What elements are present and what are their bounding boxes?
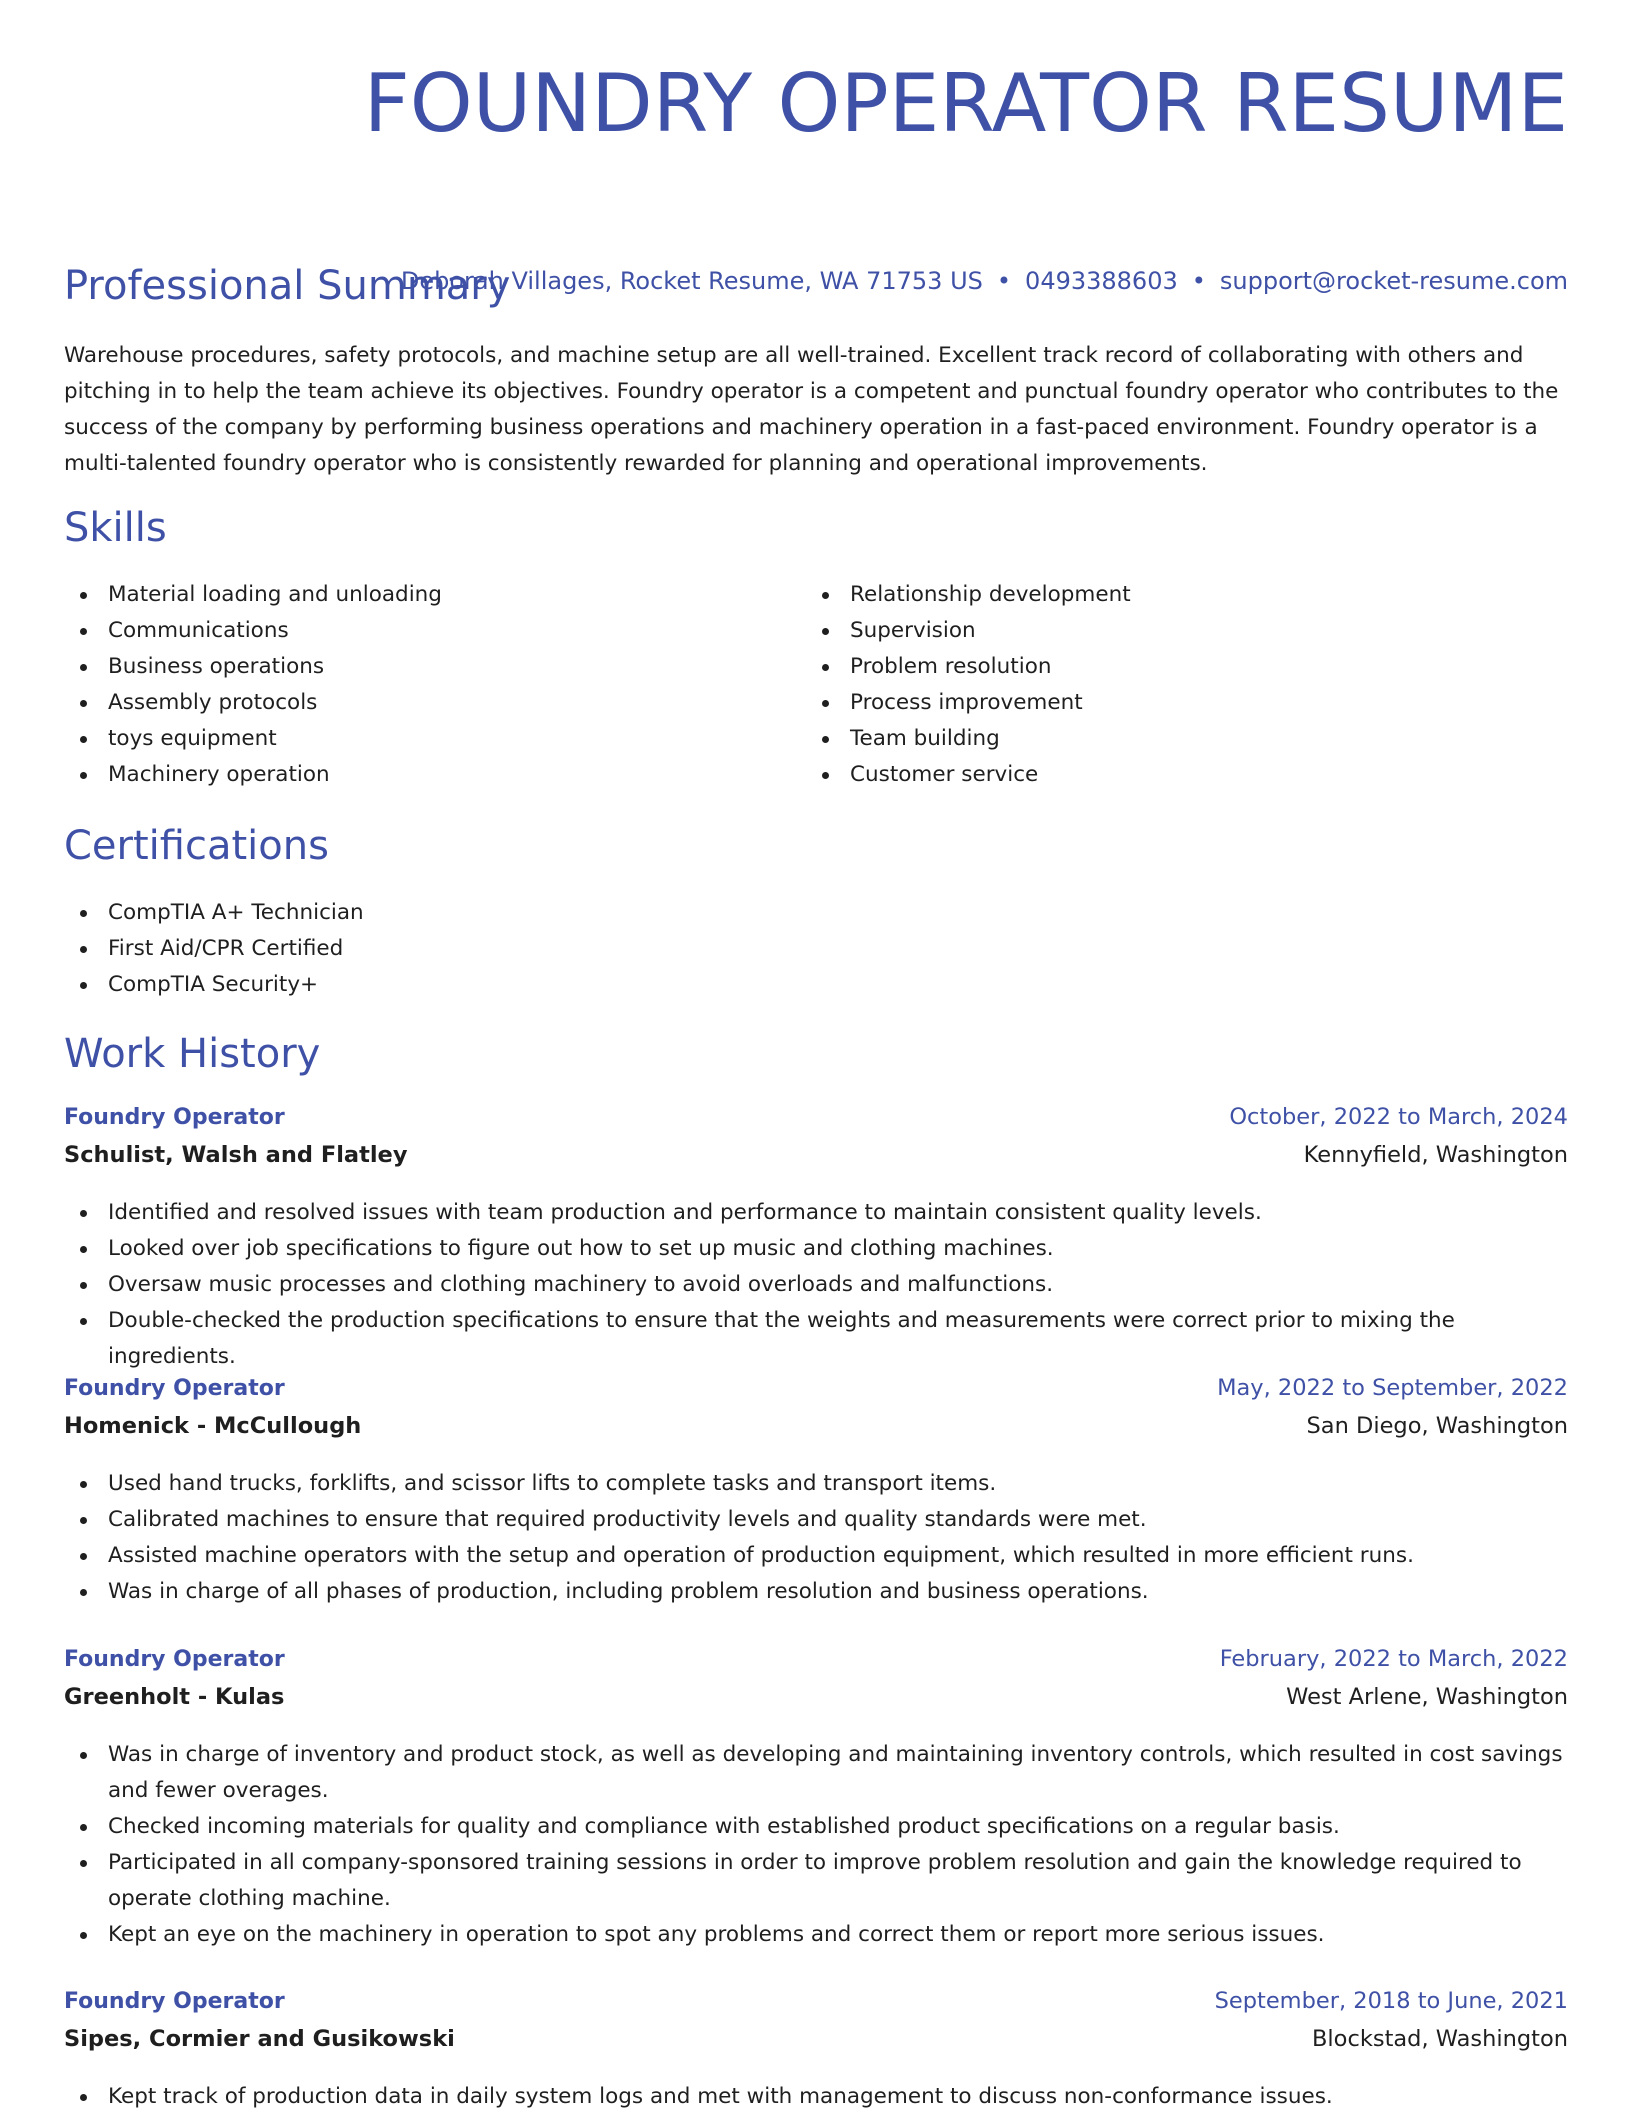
contact-phone: 0493388603 (1025, 267, 1178, 295)
skills-heading: Skills (64, 505, 167, 551)
list-item: Supervision (806, 613, 1526, 649)
job-location: Kennyfield, Washington (1303, 1142, 1568, 1168)
job-dates: September, 2018 to June, 2021 (1214, 1988, 1568, 2014)
job-entry (64, 1646, 1568, 1953)
job-company: Sipes, Cormier and Gusikowski (64, 2026, 455, 2052)
job-bullets (64, 1737, 1568, 1953)
list-item: toys equipment (64, 721, 784, 757)
list-item: Calibrated machines to ensure that required productivity levels and quality standards were met. (64, 1502, 1568, 1538)
list-item: Assembly protocols (64, 685, 784, 721)
contact-separator: • (1191, 267, 1206, 295)
skills-left-list (64, 577, 784, 793)
job-title: Foundry Operator (64, 1105, 285, 1130)
certifications-list (64, 895, 964, 1003)
list-item: Checked incoming materials for quality and compliance with established product specifications on a regular basis. (64, 1809, 1568, 1845)
certifications-heading: Certifications (64, 823, 329, 869)
list-item: Customer service (806, 757, 1526, 793)
job-location: West Arlene, Washington (1286, 1684, 1568, 1710)
contact-email: support@rocket-resume.com (1219, 267, 1568, 295)
job-entry (64, 1988, 1568, 2115)
skills-right-list (806, 577, 1526, 793)
job-header-row (64, 1104, 1568, 1142)
contact-line (401, 266, 1568, 296)
job-bullets (64, 1195, 1568, 1375)
job-entry (64, 1375, 1568, 1610)
job-location: San Diego, Washington (1306, 1413, 1568, 1439)
job-entry (64, 1104, 1568, 1375)
job-dates: May, 2022 to September, 2022 (1217, 1375, 1568, 1401)
contact-address: Deborah Villages, Rocket Resume, WA 71753 US (400, 267, 983, 295)
job-company-row (64, 2026, 1568, 2064)
list-item: Team building (806, 721, 1526, 757)
job-company: Schulist, Walsh and Flatley (64, 1142, 408, 1168)
summary-heading: Professional Summary (64, 263, 511, 309)
list-item: CompTIA Security+ (64, 967, 964, 1003)
resume-title: FOUNDRY OPERATOR RESUME (363, 57, 1568, 150)
job-company-row (64, 1413, 1568, 1451)
list-item: Identified and resolved issues with team production and performance to maintain consistent quality levels. (64, 1195, 1568, 1231)
list-item: Assisted machine operators with the setup and operation of production equipment, which resulted in more efficient runs. (64, 1538, 1568, 1574)
job-location: Blockstad, Washington (1312, 2026, 1568, 2052)
list-item: First Aid/CPR Certified (64, 931, 964, 967)
list-item: Looked over job specifications to figure out how to set up music and clothing machines. (64, 1231, 1568, 1267)
job-header-row (64, 1646, 1568, 1684)
contact-separator: • (996, 267, 1012, 295)
work-history-heading: Work History (64, 1031, 321, 1077)
list-item: Was in charge of inventory and product stock, as well as developing and maintaining inventory controls, which resulted in cost savings and fewer overages. (64, 1737, 1568, 1809)
list-item: Machinery operation (64, 757, 784, 793)
list-item: Kept track of production data in daily system logs and met with management to discuss non-conformance issues. (64, 2079, 1568, 2115)
job-header-row (64, 1988, 1568, 2026)
job-company: Greenholt - Kulas (64, 1684, 285, 1710)
job-company-row (64, 1684, 1568, 1722)
list-item: Process improvement (806, 685, 1526, 721)
list-item: Relationship development (806, 577, 1526, 613)
job-bullets (64, 1466, 1568, 1610)
job-company-row (64, 1142, 1568, 1180)
list-item: Problem resolution (806, 649, 1526, 685)
job-dates: February, 2022 to March, 2022 (1219, 1646, 1568, 1672)
job-title: Foundry Operator (64, 1989, 285, 2014)
skills-right-column (806, 577, 1526, 793)
list-item: Was in charge of all phases of production, including problem resolution and business operations. (64, 1574, 1568, 1610)
list-item: CompTIA A+ Technician (64, 895, 964, 931)
list-item: Business operations (64, 649, 784, 685)
list-item: Double-checked the production specifications to ensure that the weights and measurements were correct prior to mixing the ingredients. (64, 1303, 1568, 1375)
list-item: Communications (64, 613, 784, 649)
job-dates: October, 2022 to March, 2024 (1229, 1104, 1568, 1130)
list-item: Used hand trucks, forklifts, and scissor lifts to complete tasks and transport items. (64, 1466, 1568, 1502)
list-item: Participated in all company-sponsored training sessions in order to improve problem resolution and gain the knowledge required to operate clothing machine. (64, 1845, 1568, 1917)
job-title: Foundry Operator (64, 1647, 285, 1672)
list-item: Kept an eye on the machinery in operation to spot any problems and correct them or report more serious issues. (64, 1917, 1568, 1953)
skills-left-column (64, 577, 784, 793)
job-title: Foundry Operator (64, 1376, 285, 1401)
list-item: Oversaw music processes and clothing machinery to avoid overloads and malfunctions. (64, 1267, 1568, 1303)
summary-text: Warehouse procedures, safety protocols, and machine setup are all well-trained. Excellent track record of collaborating with others and pitching in to help the team achieve its objectives. Foundry operator is a competent and punctual foundry operator who contributes to the success of the company by performing business operations and machinery operation in a fast-paced environment. Foundry operator is a multi-talented foundry operator who is consistently rewarded for planning and operational improvements. (64, 343, 1559, 476)
list-item: Material loading and unloading (64, 577, 784, 613)
job-bullets (64, 2079, 1568, 2115)
job-header-row (64, 1375, 1568, 1413)
resume-page (64, 0, 1568, 2109)
job-company: Homenick - McCullough (64, 1413, 362, 1439)
